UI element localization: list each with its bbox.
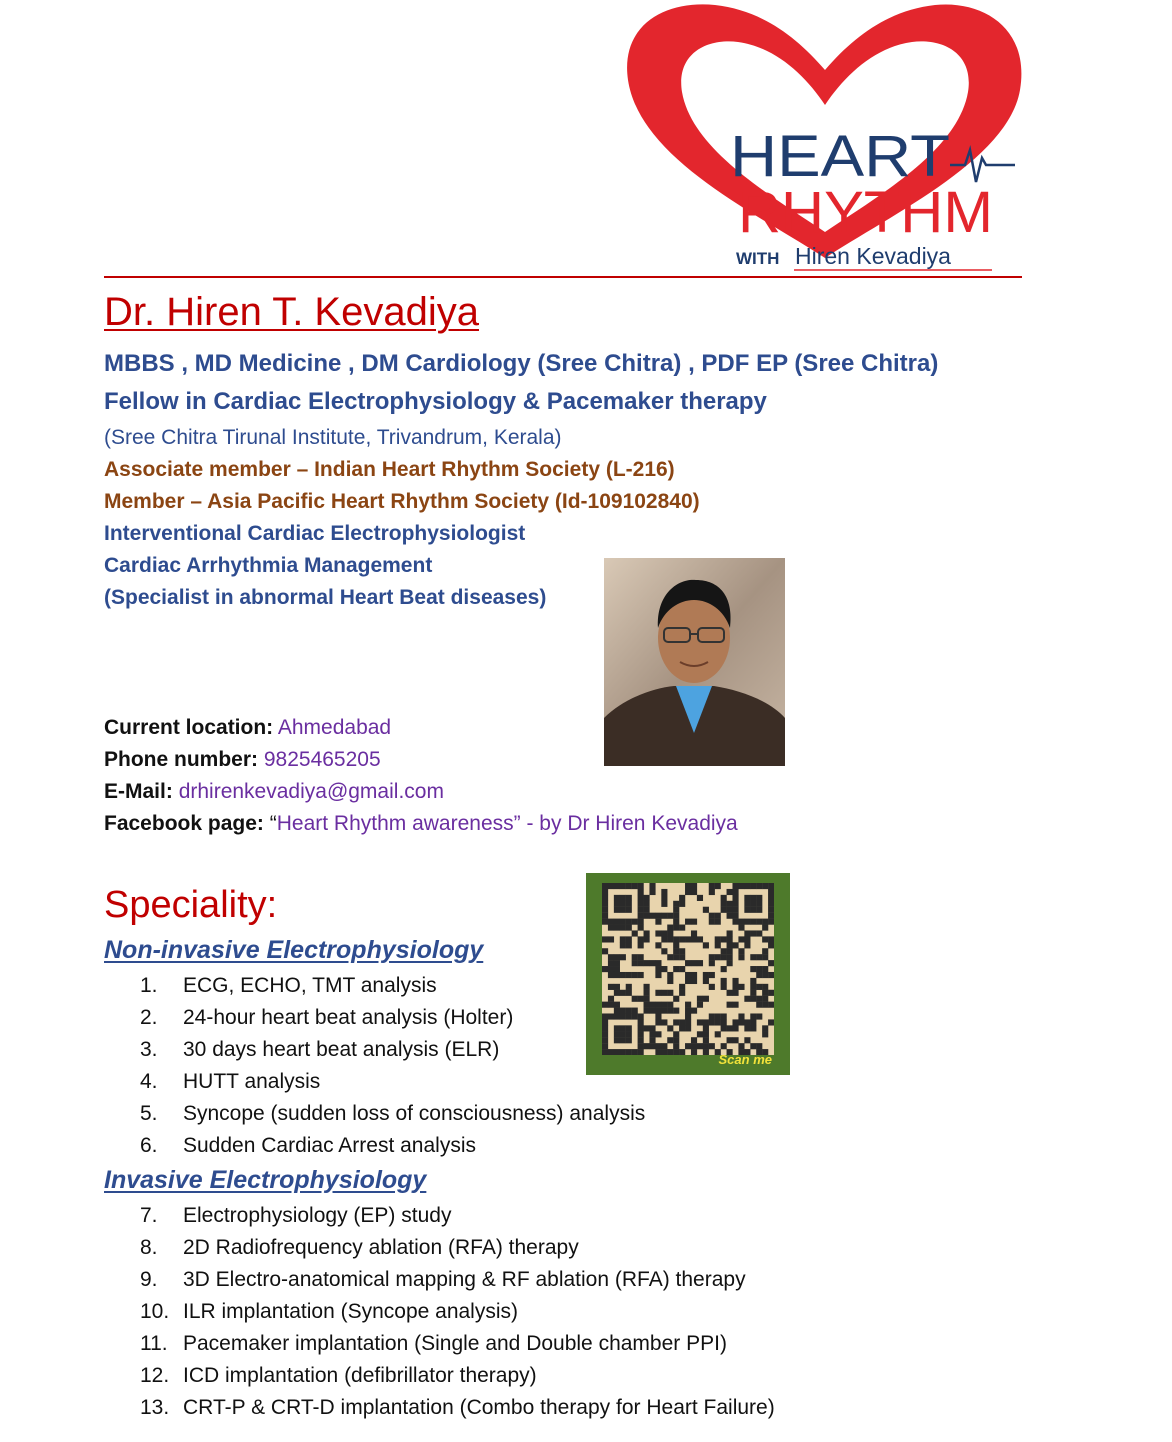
speciality-title: Speciality: — [104, 884, 278, 926]
email-link[interactable]: drhirenkevadiya@gmail.com — [178, 780, 444, 803]
membership-aphrs: Member – Asia Pacific Heart Rhythm Society (Id-109102840) — [104, 490, 700, 513]
list-item: 1. ECG, ECHO, TMT analysis — [140, 974, 437, 997]
list-item: 12. ICD implantation (defibrillator therapy) — [140, 1364, 537, 1387]
facebook-label: Facebook page: — [104, 812, 264, 835]
phone-value[interactable]: 9825465205 — [263, 748, 381, 771]
section-heading-noninvasive: Non-invasive Electrophysiology — [104, 936, 484, 964]
logo-line2: RHYTHM — [738, 180, 993, 245]
list-item: 9. 3D Electro-anatomical mapping & RF ablation (RFA) therapy — [140, 1268, 746, 1291]
list-item: 3. 30 days heart beat analysis (ELR) — [140, 1038, 500, 1061]
email-row — [104, 780, 444, 804]
location-label: Current location: — [104, 716, 274, 739]
phone-label: Phone number: — [104, 748, 259, 771]
membership-ihrs: Associate member – Indian Heart Rhythm Society (L-216) — [104, 458, 675, 481]
qr-code-icon — [602, 883, 774, 1055]
list-item: 5. Syncope (sudden loss of consciousness) analysis — [140, 1102, 646, 1125]
list-item: 4. HUTT analysis — [140, 1070, 321, 1093]
role-specialist: (Specialist in abnormal Heart Beat diseases) — [104, 586, 547, 609]
list-item: 13. CRT-P & CRT-D implantation (Combo therapy for Heart Failure) — [140, 1396, 775, 1419]
phone-row — [104, 748, 381, 772]
qr-code[interactable] — [586, 873, 790, 1075]
doctor-name: Dr. Hiren T. Kevadiya — [104, 290, 479, 334]
location-value: Ahmedabad — [277, 716, 392, 739]
list-item: 8. 2D Radiofrequency ablation (RFA) therapy — [140, 1236, 579, 1259]
fellowship: Fellow in Cardiac Electrophysiology & Pacemaker therapy — [104, 388, 767, 415]
heart-rhythm-logo — [620, 0, 1030, 272]
facebook-quote: “ — [269, 812, 277, 835]
list-item: 2. 24-hour heart beat analysis (Holter) — [140, 1006, 514, 1029]
list-item: 10. ILR implantation (Syncope analysis) — [140, 1300, 518, 1323]
logo-byline: Hiren Kevadiya — [795, 243, 951, 269]
heart-logo-icon — [620, 0, 1030, 272]
list-item: 7. Electrophysiology (EP) study — [140, 1204, 452, 1227]
role-electrophysiologist: Interventional Cardiac Electrophysiologist — [104, 522, 526, 545]
degrees: MBBS , MD Medicine , DM Cardiology (Sree Chitra) , PDF EP (Sree Chitra) — [104, 350, 939, 377]
logo-with: WITH — [736, 249, 780, 268]
institute: (Sree Chitra Tirunal Institute, Trivandrum, Kerala) — [104, 426, 562, 449]
email-label: E-Mail: — [104, 780, 173, 803]
section-heading-invasive: Invasive Electrophysiology — [104, 1166, 427, 1194]
role-arrhythmia: Cardiac Arrhythmia Management — [104, 554, 433, 577]
logo-line1: HEART — [730, 124, 950, 189]
location-row — [104, 716, 391, 740]
facebook-row — [104, 812, 738, 836]
doctor-photo — [604, 558, 785, 766]
qr-caption: Scan me — [718, 1052, 772, 1067]
header-divider — [104, 276, 1022, 278]
list-item: 6. Sudden Cardiac Arrest analysis — [140, 1134, 476, 1157]
facebook-page-link[interactable]: Heart Rhythm awareness” - by Dr Hiren Kevadiya — [276, 812, 738, 835]
list-item: 11. Pacemaker implantation (Single and Double chamber PPI) — [140, 1332, 727, 1355]
